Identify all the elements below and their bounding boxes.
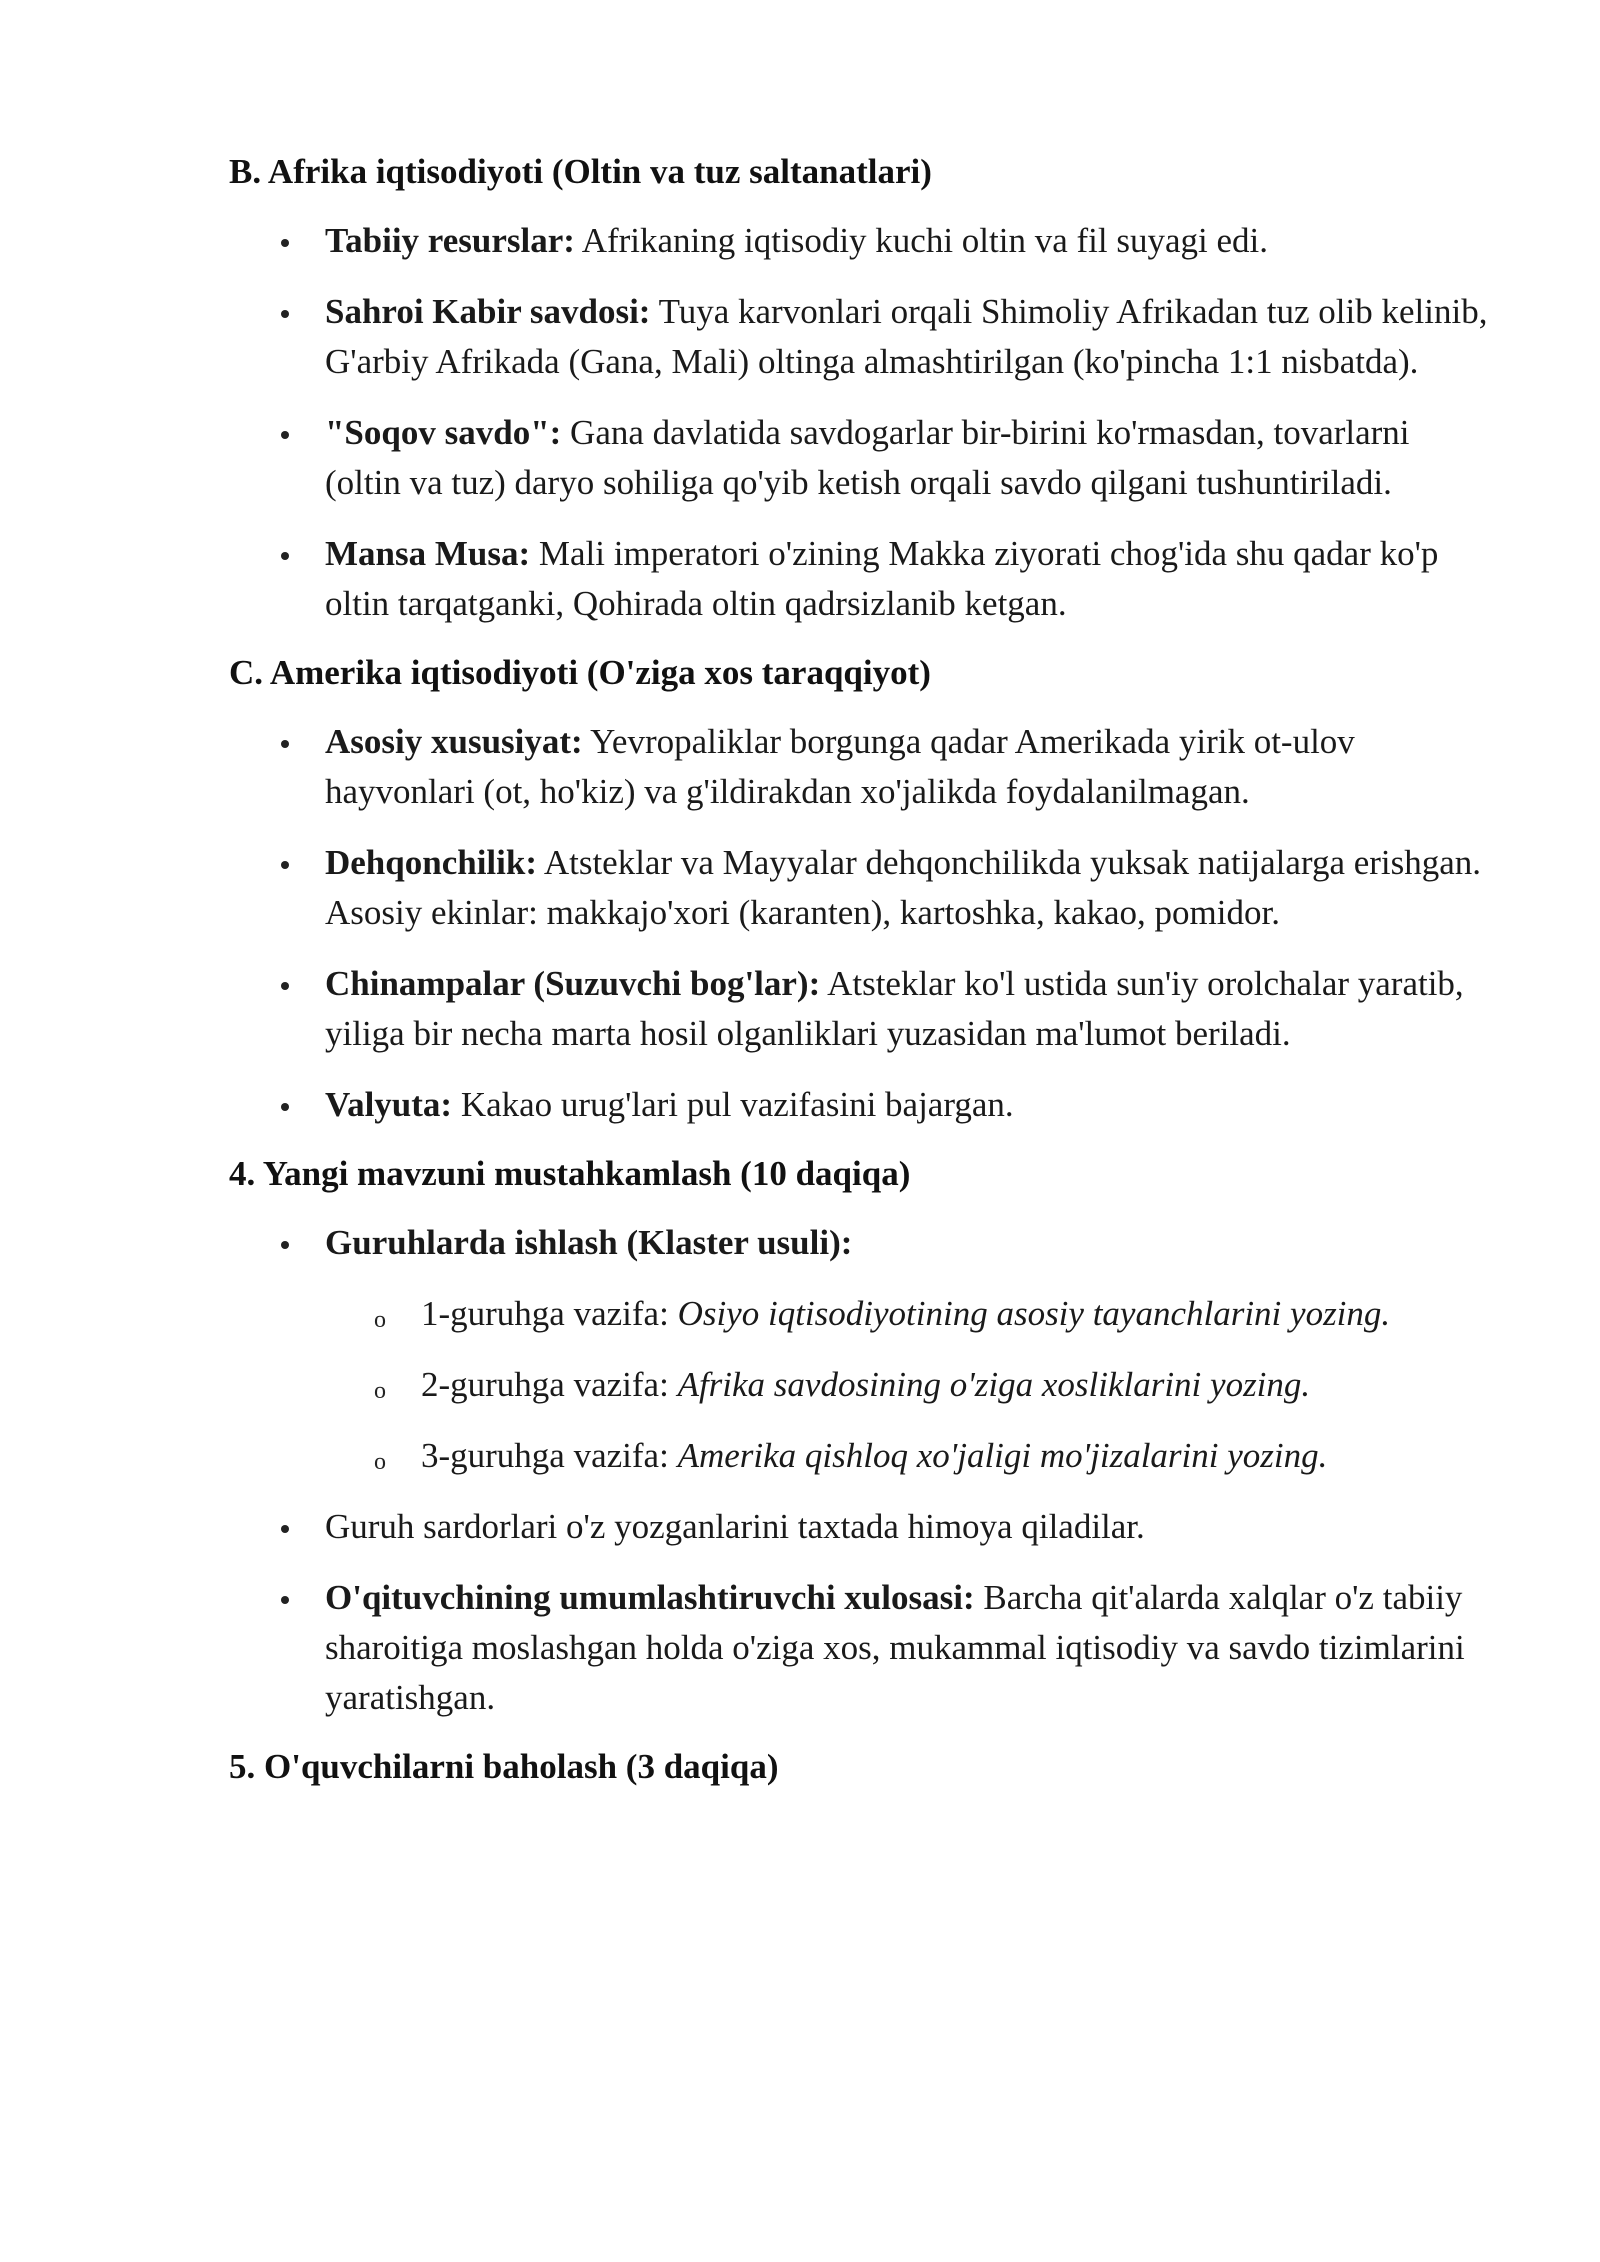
hollow-circle-bullet-icon: o xyxy=(374,1378,386,1404)
bullet-list xyxy=(229,1218,1489,1723)
bullet-icon xyxy=(281,861,289,869)
list-item xyxy=(229,838,1489,938)
bullet-icon xyxy=(281,1241,289,1249)
list-item xyxy=(229,1080,1489,1130)
item-text: Kakao urug'lari pul vazifasini bajargan. xyxy=(452,1085,1014,1124)
bullet-list xyxy=(229,216,1489,629)
task-text: Afrika savdosining o'ziga xosliklarini yozing. xyxy=(677,1365,1311,1404)
bullet-icon xyxy=(281,1525,289,1533)
list-item xyxy=(229,1502,1489,1552)
section-heading: C. Amerika iqtisodiyoti (O'ziga xos taraqqiyot) xyxy=(229,653,931,692)
bullet-icon xyxy=(281,239,289,247)
bullet-icon xyxy=(281,740,289,748)
item-label: Asosiy xususiyat: xyxy=(325,722,583,761)
task-text: Amerika qishloq xo'jaligi mo'jizalarini yozing. xyxy=(677,1436,1328,1475)
bullet-icon xyxy=(281,1596,289,1604)
section-heading: 4. Yangi mavzuni mustahkamlash (10 daqiqa) xyxy=(229,1154,911,1193)
bullet-list xyxy=(229,717,1489,1130)
item-label: Mansa Musa: xyxy=(325,534,531,573)
sub-list-item xyxy=(325,1289,1489,1339)
task-prefix: 2-guruhga vazifa: xyxy=(421,1365,678,1404)
task-text: Osiyo iqtisodiyotining asosiy tayanchlarini yozing. xyxy=(677,1294,1391,1333)
item-label: Valyuta: xyxy=(325,1085,453,1124)
list-item xyxy=(229,717,1489,817)
sub-list-item xyxy=(325,1431,1489,1481)
section-heading: B. Afrika iqtisodiyoti (Oltin va tuz saltanatlari) xyxy=(229,152,932,191)
task-prefix: 1-guruhga vazifa: xyxy=(421,1294,678,1333)
sub-bullet-list xyxy=(325,1289,1489,1481)
item-label: Tabiiy resurslar: xyxy=(325,221,575,260)
bullet-icon xyxy=(281,310,289,318)
item-text: Guruh sardorlari o'z yozganlarini taxtada himoya qiladilar. xyxy=(325,1507,1145,1546)
list-item xyxy=(229,959,1489,1059)
item-text: Tuya karvonlari orqali Shimoliy Afrikadan tuz olib kelinib, G'arbiy Afrikada (Gana, Mali) oltinga almashtirilgan (ko'pincha 1:1 nisbatda). xyxy=(325,292,1488,381)
item-label: O'qituvchining umumlashtiruvchi xulosasi: xyxy=(325,1578,975,1617)
list-item xyxy=(229,1573,1489,1723)
bullet-icon xyxy=(281,1103,289,1111)
item-text: Atsteklar va Mayyalar dehqonchilikda yuksak natijalarga erishgan. Asosiy ekinlar: makkajo'xori (karanten), kartoshka, kakao, pomidor. xyxy=(325,843,1482,932)
section-consolidation xyxy=(229,1150,1489,1723)
list-item xyxy=(229,287,1489,387)
hollow-circle-bullet-icon: o xyxy=(374,1307,386,1333)
bullet-icon xyxy=(281,431,289,439)
section-america xyxy=(229,649,1489,1130)
section-heading: 5. O'quvchilarni baholash (3 daqiqa) xyxy=(229,1747,779,1786)
bullet-icon xyxy=(281,982,289,990)
list-item xyxy=(229,408,1489,508)
item-label: "Soqov savdo": xyxy=(325,413,562,452)
item-label: Guruhlarda ishlash (Klaster usuli): xyxy=(325,1223,853,1262)
list-item xyxy=(229,529,1489,629)
item-text: Gana davlatida savdogarlar bir-birini ko'rmasdan, tovarlarni (oltin va tuz) daryo sohiliga qo'yib ketish orqali savdo qilgani tushuntiriladi. xyxy=(325,413,1410,502)
list-item-group-work xyxy=(229,1218,1489,1481)
item-text: Mali imperatori o'zining Makka ziyorati chog'ida shu qadar ko'p oltin tarqatganki, Qohirada oltin qadrsizlanib ketgan. xyxy=(325,534,1439,623)
section-africa xyxy=(229,148,1489,629)
item-label: Sahroi Kabir savdosi: xyxy=(325,292,651,331)
item-text: Yevropaliklar borgunga qadar Amerikada yirik ot-ulov hayvonlari (ot, ho'kiz) va g'ildirakdan xo'jalikda foydalanilmagan. xyxy=(325,722,1355,811)
bullet-icon xyxy=(281,552,289,560)
list-item xyxy=(229,216,1489,266)
sub-list-item xyxy=(325,1360,1489,1410)
item-label: Chinampalar (Suzuvchi bog'lar): xyxy=(325,964,821,1003)
hollow-circle-bullet-icon: o xyxy=(374,1449,386,1475)
item-text: Atsteklar ko'l ustida sun'iy orolchalar yaratib, yiliga bir necha marta hosil olganliklari yuzasidan ma'lumot beriladi. xyxy=(325,964,1464,1053)
task-prefix: 3-guruhga vazifa: xyxy=(421,1436,678,1475)
item-label: Dehqonchilik: xyxy=(325,843,537,882)
section-assessment xyxy=(229,1743,1489,1791)
item-text: Afrikaning iqtisodiy kuchi oltin va fil suyagi edi. xyxy=(574,221,1269,260)
document-page xyxy=(229,148,1489,1791)
item-text: Barcha qit'alarda xalqlar o'z tabiiy sharoitiga moslashgan holda o'ziga xos, mukammal iqtisodiy va savdo tizimlarini yaratishgan. xyxy=(325,1578,1465,1717)
